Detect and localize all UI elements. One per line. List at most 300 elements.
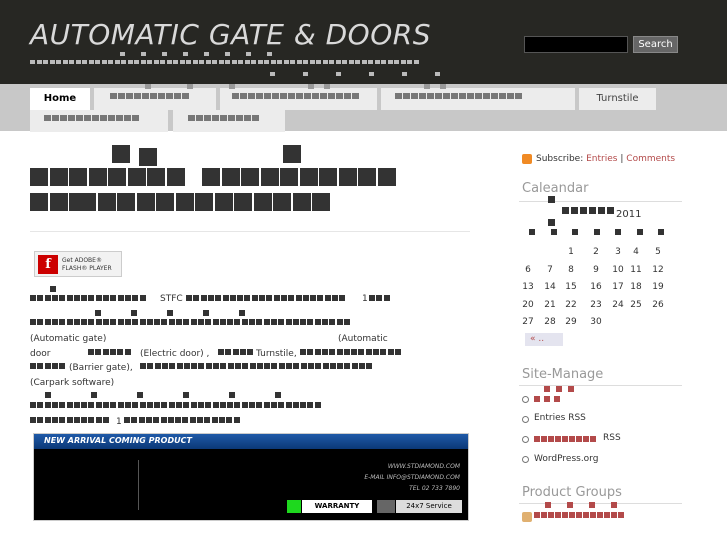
missing-glyph (312, 93, 319, 99)
missing-glyph (81, 295, 87, 301)
missing-glyph (183, 392, 189, 398)
missing-glyph (154, 319, 160, 325)
missing-glyph (125, 319, 131, 325)
missing-glyph (37, 417, 43, 423)
calendar-heading: Caleandar (522, 181, 589, 196)
missing-glyph (108, 115, 115, 121)
missing-glyph (286, 363, 292, 369)
missing-glyph (580, 207, 587, 214)
missing-glyph (264, 402, 270, 408)
product-groups-rule (519, 503, 682, 504)
missing-glyph (515, 93, 522, 99)
calendar-day: 16 (590, 282, 602, 292)
missing-glyph (89, 168, 107, 186)
missing-glyph (102, 60, 107, 64)
banner-email: E-MAIL INFO@STDIAMOND.COM (364, 474, 460, 481)
missing-glyph (234, 193, 252, 211)
missing-glyph (117, 193, 135, 211)
missing-glyph (208, 295, 214, 301)
missing-glyph (319, 168, 337, 186)
missing-glyph (147, 363, 153, 369)
missing-glyph (277, 60, 282, 64)
missing-glyph (108, 60, 113, 64)
subscribe-label: Subscribe: (536, 154, 584, 164)
entries-link[interactable]: Entries (586, 154, 618, 164)
missing-glyph (197, 417, 203, 423)
missing-glyph (288, 93, 295, 99)
missing-glyph (37, 295, 43, 301)
missing-glyph (304, 93, 311, 99)
search-button[interactable]: Search (633, 36, 678, 53)
missing-glyph (110, 93, 117, 99)
missing-glyph (576, 436, 582, 442)
missing-glyph (124, 115, 131, 121)
missing-glyph (322, 349, 328, 355)
missing-glyph (271, 402, 277, 408)
missing-glyph (241, 168, 259, 186)
missing-glyph (132, 319, 138, 325)
missing-glyph (187, 84, 193, 89)
calendar-day: 6 (525, 264, 531, 275)
missing-glyph (124, 417, 130, 423)
missing-glyph (37, 60, 42, 64)
calendar-prev-link[interactable]: « .. (525, 333, 563, 346)
bullet-icon (522, 436, 529, 443)
missing-glyph (359, 363, 365, 369)
missing-glyph (351, 349, 357, 355)
missing-glyph (59, 417, 65, 423)
calendar-day: 3 (615, 247, 621, 257)
missing-glyph (168, 417, 174, 423)
missing-glyph (196, 115, 203, 121)
missing-glyph (288, 295, 294, 301)
missing-glyph (154, 60, 159, 64)
missing-glyph (250, 363, 256, 369)
missing-glyph (76, 60, 81, 64)
missing-glyph (297, 60, 302, 64)
missing-glyph (378, 168, 396, 186)
missing-glyph (134, 93, 141, 99)
missing-glyph (323, 363, 329, 369)
missing-glyph (583, 436, 589, 442)
subscribe-row (536, 154, 675, 164)
missing-glyph (120, 52, 125, 56)
service-badge: 24x7 Service (396, 500, 462, 513)
missing-glyph (91, 392, 97, 398)
calendar-day: 12 (652, 264, 664, 275)
tab-garbled-1[interactable] (94, 88, 216, 110)
missing-glyph (140, 402, 146, 408)
tab-turnstile[interactable] (579, 88, 656, 110)
missing-glyph (199, 60, 204, 64)
missing-glyph (308, 84, 314, 89)
rss-icon (522, 154, 532, 164)
missing-glyph (220, 319, 226, 325)
missing-glyph (590, 436, 596, 442)
title-separator (30, 231, 470, 232)
missing-glyph (223, 295, 229, 301)
missing-glyph (320, 93, 327, 99)
missing-glyph (259, 295, 265, 301)
missing-glyph (270, 72, 275, 76)
missing-glyph (296, 295, 302, 301)
missing-glyph (81, 417, 87, 423)
missing-glyph (545, 502, 551, 508)
missing-glyph (88, 417, 94, 423)
missing-glyph (329, 349, 335, 355)
grey-square-icon (377, 500, 395, 513)
missing-glyph (245, 60, 250, 64)
site-title[interactable]: AUTOMATIC GATE & DOORS (30, 18, 431, 51)
missing-glyph (401, 60, 406, 64)
missing-glyph (125, 402, 131, 408)
missing-glyph (184, 363, 190, 369)
missing-glyph (162, 363, 168, 369)
missing-glyph (67, 402, 73, 408)
missing-glyph (215, 193, 233, 211)
tab-garbled-4[interactable] (30, 110, 168, 132)
tab-home[interactable] (30, 88, 90, 110)
missing-glyph (50, 193, 68, 211)
missing-glyph (236, 115, 243, 121)
missing-glyph (369, 295, 375, 301)
missing-glyph (589, 207, 596, 214)
missing-glyph (303, 60, 308, 64)
missing-glyph (134, 60, 139, 64)
missing-glyph (82, 60, 87, 64)
calendar-day: 23 (590, 299, 602, 310)
missing-glyph (166, 93, 173, 99)
missing-glyph (358, 349, 364, 355)
missing-glyph (204, 115, 211, 121)
missing-glyph (234, 417, 240, 423)
missing-glyph (225, 60, 230, 64)
missing-glyph (407, 60, 412, 64)
missing-glyph (234, 319, 240, 325)
banner-tel: TEL 02 733 7890 (409, 485, 460, 492)
missing-glyph (52, 115, 59, 121)
missing-glyph (193, 295, 199, 301)
missing-glyph (110, 349, 116, 355)
missing-glyph (293, 319, 299, 325)
missing-glyph (569, 512, 575, 518)
missing-glyph (562, 512, 568, 518)
missing-glyph (381, 60, 386, 64)
missing-glyph (225, 52, 230, 56)
missing-glyph (555, 436, 561, 442)
missing-glyph (238, 60, 243, 64)
missing-glyph (271, 60, 276, 64)
calendar-day: 11 (630, 264, 642, 275)
calendar-day: 21 (544, 299, 556, 310)
missing-glyph (281, 295, 287, 301)
missing-glyph (499, 93, 506, 99)
main-navigation (0, 84, 727, 131)
missing-glyph (182, 93, 189, 99)
missing-glyph (232, 60, 237, 64)
missing-glyph (548, 512, 554, 518)
banner-website: WWW.STDIAMOND.COM (387, 463, 460, 470)
missing-glyph (169, 402, 175, 408)
calendar-day: 10 (612, 264, 624, 275)
missing-glyph (597, 512, 603, 518)
missing-glyph (339, 168, 357, 186)
missing-glyph (296, 93, 303, 99)
missing-glyph (300, 168, 318, 186)
missing-glyph (205, 402, 211, 408)
missing-glyph (300, 402, 306, 408)
missing-glyph (121, 60, 126, 64)
missing-glyph (358, 168, 376, 186)
missing-glyph (562, 436, 568, 442)
missing-glyph (147, 319, 153, 325)
missing-glyph (100, 115, 107, 121)
missing-glyph (307, 349, 313, 355)
missing-glyph (551, 229, 557, 235)
missing-glyph (278, 319, 284, 325)
missing-glyph (293, 193, 311, 211)
missing-glyph (176, 402, 182, 408)
missing-glyph (242, 319, 248, 325)
missing-glyph (315, 402, 321, 408)
missing-glyph (349, 60, 354, 64)
calendar-day: 20 (522, 299, 534, 310)
missing-glyph (222, 168, 240, 186)
banner-divider (138, 460, 139, 510)
missing-glyph (219, 417, 225, 423)
calendar-day: 7 (547, 264, 553, 275)
missing-glyph (307, 402, 313, 408)
missing-glyph (235, 363, 241, 369)
missing-glyph (598, 207, 605, 214)
missing-glyph (141, 52, 146, 56)
missing-glyph (95, 349, 101, 355)
missing-glyph (283, 145, 301, 163)
missing-glyph (140, 295, 146, 301)
missing-glyph (240, 349, 246, 355)
missing-glyph (188, 115, 195, 121)
missing-glyph (161, 319, 167, 325)
missing-glyph (30, 60, 35, 64)
text-num: 1 (362, 294, 368, 304)
banner-heading-bar (34, 434, 468, 449)
missing-glyph (443, 93, 450, 99)
missing-glyph (30, 417, 36, 423)
calendar-day: 18 (630, 282, 642, 292)
missing-glyph (315, 319, 321, 325)
missing-glyph (230, 295, 236, 301)
missing-glyph (169, 363, 175, 369)
missing-glyph (403, 93, 410, 99)
missing-glyph (541, 512, 547, 518)
missing-glyph (103, 417, 109, 423)
missing-glyph (37, 363, 43, 369)
missing-glyph (248, 93, 255, 99)
missing-glyph (161, 402, 167, 408)
missing-glyph (272, 93, 279, 99)
missing-glyph (435, 72, 440, 76)
missing-glyph (419, 93, 426, 99)
missing-glyph (316, 60, 321, 64)
missing-glyph (103, 349, 109, 355)
missing-glyph (50, 60, 55, 64)
green-square-icon (287, 500, 301, 513)
calendar-day: 2 (593, 247, 599, 257)
missing-glyph (301, 363, 307, 369)
missing-glyph (118, 319, 124, 325)
comments-link[interactable]: Comments (626, 154, 676, 164)
missing-glyph (491, 93, 498, 99)
tab-garbled-3[interactable] (381, 88, 575, 110)
tab-garbled-5[interactable] (173, 110, 285, 132)
missing-glyph (548, 436, 554, 442)
missing-glyph (204, 417, 210, 423)
calendar-day: 4 (633, 247, 639, 257)
missing-glyph (116, 115, 123, 121)
missing-glyph (344, 349, 350, 355)
calendar-day: 22 (565, 299, 577, 310)
calendar-day: 26 (652, 299, 664, 310)
missing-glyph (475, 93, 482, 99)
missing-glyph (548, 196, 555, 203)
missing-glyph (74, 295, 80, 301)
missing-glyph (176, 193, 194, 211)
missing-glyph (153, 417, 159, 423)
missing-glyph (183, 52, 188, 56)
search-input[interactable] (524, 36, 628, 53)
text-stfc: STFC (160, 294, 183, 304)
missing-glyph (264, 319, 270, 325)
missing-glyph (256, 319, 262, 325)
missing-glyph (141, 60, 146, 64)
missing-glyph (118, 402, 124, 408)
flash-icon: f (38, 255, 58, 274)
missing-glyph (96, 295, 102, 301)
missing-glyph (239, 310, 245, 316)
rss-link[interactable]: RSS (603, 433, 621, 443)
missing-glyph (154, 402, 160, 408)
missing-glyph (191, 363, 197, 369)
missing-glyph (303, 295, 309, 301)
missing-glyph (88, 319, 94, 325)
missing-glyph (190, 417, 196, 423)
missing-glyph (59, 363, 65, 369)
missing-glyph (274, 295, 280, 301)
missing-glyph (74, 417, 80, 423)
missing-glyph (215, 295, 221, 301)
calendar-day: 17 (612, 282, 624, 292)
missing-glyph (336, 60, 341, 64)
missing-glyph (96, 319, 102, 325)
missing-glyph (424, 84, 430, 89)
flash-badge-line2: FLASH® PLAYER (62, 265, 112, 272)
missing-glyph (174, 93, 181, 99)
missing-glyph (366, 363, 372, 369)
missing-glyph (96, 417, 102, 423)
missing-glyph (244, 295, 250, 301)
missing-glyph (52, 402, 58, 408)
missing-glyph (554, 396, 560, 402)
missing-glyph (233, 349, 239, 355)
missing-glyph (373, 349, 379, 355)
missing-glyph (52, 417, 58, 423)
missing-glyph (576, 512, 582, 518)
missing-glyph (242, 363, 248, 369)
calendar-day: 19 (652, 282, 664, 292)
missing-glyph (226, 417, 232, 423)
missing-glyph (658, 229, 664, 235)
missing-glyph (118, 93, 125, 99)
calendar-day: 29 (565, 317, 577, 327)
missing-glyph (81, 319, 87, 325)
missing-glyph (213, 319, 219, 325)
missing-glyph (103, 402, 109, 408)
missing-glyph (92, 115, 99, 121)
missing-glyph (137, 193, 155, 211)
missing-glyph (562, 207, 569, 214)
subscribe-divider: | (620, 154, 624, 164)
product-banner[interactable] (33, 433, 469, 521)
missing-glyph (414, 60, 419, 64)
wordpress-link[interactable]: WordPress.org (534, 454, 599, 464)
missing-glyph (507, 93, 514, 99)
missing-glyph (150, 93, 157, 99)
missing-glyph (323, 60, 328, 64)
missing-glyph (286, 319, 292, 325)
missing-glyph (440, 84, 446, 89)
missing-glyph (329, 60, 334, 64)
missing-glyph (280, 168, 298, 186)
missing-glyph (256, 402, 262, 408)
missing-glyph (201, 295, 207, 301)
missing-glyph (161, 417, 167, 423)
missing-glyph (459, 93, 466, 99)
missing-glyph (257, 363, 263, 369)
entries-rss-link[interactable]: Entries RSS (534, 413, 586, 423)
missing-glyph (167, 60, 172, 64)
missing-glyph (30, 319, 36, 325)
missing-glyph (45, 363, 51, 369)
missing-glyph (483, 93, 490, 99)
flash-player-badge[interactable] (34, 251, 122, 277)
missing-glyph (81, 402, 87, 408)
missing-glyph (74, 319, 80, 325)
missing-glyph (167, 310, 173, 316)
missing-glyph (145, 84, 151, 89)
missing-glyph (156, 193, 174, 211)
missing-glyph (427, 93, 434, 99)
tab-garbled-2[interactable] (220, 88, 377, 110)
missing-glyph (336, 93, 343, 99)
missing-glyph (252, 295, 258, 301)
missing-glyph (219, 60, 224, 64)
missing-glyph (567, 502, 573, 508)
missing-glyph (330, 363, 336, 369)
missing-glyph (569, 436, 575, 442)
missing-glyph (229, 84, 235, 89)
missing-glyph (96, 402, 102, 408)
missing-glyph (544, 396, 550, 402)
banner-heading: NEW ARRIVAL COMING PRODUCT (44, 436, 192, 445)
missing-glyph (435, 93, 442, 99)
missing-glyph (177, 363, 183, 369)
calendar-year: 2011 (616, 209, 642, 220)
missing-glyph (237, 295, 243, 301)
missing-glyph (355, 60, 360, 64)
missing-glyph (147, 402, 153, 408)
calendar-day: 27 (522, 317, 534, 327)
missing-glyph (337, 319, 343, 325)
